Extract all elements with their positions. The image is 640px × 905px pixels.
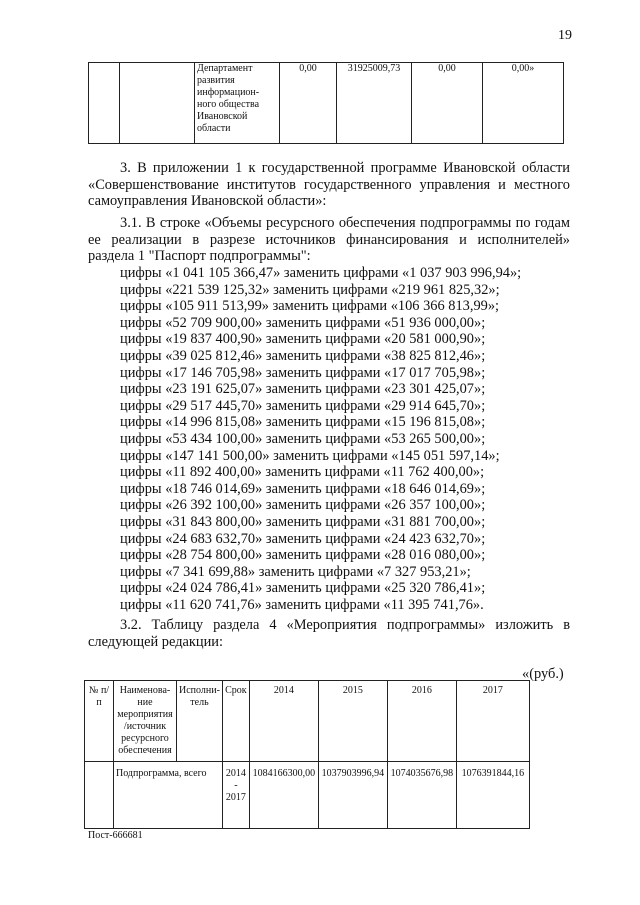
table-row [85,762,530,829]
replacement-line: цифры «28 754 800,00» заменить цифрами «28 016 080,00»; [120,547,486,564]
department-cell: Департамент развития информацион-ного общества Ивановской области [195,63,280,144]
table-cell: 1074035676,98 [387,762,456,829]
paragraph-3-2: 3.2. Таблицу раздела 4 «Мероприятия подпрограммы» изложить в следующей редакции: [88,617,570,650]
replacement-line: цифры «105 911 513,99» заменить цифрами «106 366 813,99»; [120,298,500,315]
replacement-line: цифры «26 392 100,00» заменить цифрами «26 357 100,00»; [120,497,486,514]
replacement-line: цифры «24 683 632,70» заменить цифрами «24 423 632,70»; [120,530,486,547]
col-header: 2015 [318,681,387,762]
table-cell: 2014 - 2017 [222,762,249,829]
table-cell: 31925009,73 [337,63,412,144]
replacement-line: цифры «52 709 900,00» заменить цифрами «51 936 000,00»; [120,314,486,331]
col-header: Срок [222,681,249,762]
replacement-line: цифры «14 996 815,08» заменить цифрами «15 196 815,08»; [120,414,486,431]
replacement-line: цифры «18 746 014,69» заменить цифрами «18 646 014,69»; [120,480,486,497]
replacement-line: цифры «147 141 500,00» заменить цифрами «145 051 597,14»; [120,447,500,464]
col-header: Исполни-тель [177,681,223,762]
replacement-line: цифры «11 620 741,76» заменить цифрами «11 395 741,76». [120,597,484,613]
table-header-row [85,681,530,762]
paragraph-3-1: 3.1. В строке «Объемы ресурсного обеспечения подпрограммы по годам ее реализации в разрезе источников финансирования и исполнителей» раздела 1 "Паспорт подпрограммы": [88,215,570,265]
replacement-line: цифры «7 341 699,88» заменить цифрами «7 327 953,21»; [120,563,471,580]
col-header: 2014 [249,681,318,762]
col-header: Наименова-ние мероприятия /источник ресурсного обеспечения [114,681,177,762]
table-cell: 1084166300,00 [249,762,318,829]
replacement-line: цифры «23 191 625,07» заменить цифрами «23 301 425,07»; [120,381,486,398]
document-code: Пост-666681 [88,830,143,841]
table-cell: 1076391844,16 [456,762,529,829]
col-header: № п/п [85,681,114,762]
unit-label: «(руб.) [522,666,564,682]
replacement-line: цифры «31 843 800,00» заменить цифрами «31 881 700,00»; [120,514,486,530]
table-cell [120,63,195,144]
table-cell: Подпрограмма, всего [114,762,223,829]
replacement-line: цифры «53 434 100,00» заменить цифрами «53 265 500,00»; [120,431,486,447]
measures-table [84,680,530,829]
table-cell [89,63,120,144]
table-cell: 0,00 [412,63,483,144]
replacement-line: цифры «19 837 400,90» заменить цифрами «20 581 000,90»; [120,331,486,348]
col-header: 2016 [387,681,456,762]
replacement-line: цифры «17 146 705,98» заменить цифрами «17 017 705,98»; [120,364,486,381]
replacement-line: цифры «11 892 400,00» заменить цифрами «11 762 400,00»; [120,464,485,481]
paragraph-3: 3. В приложении 1 к государственной программе Ивановской области «Совершенствование институтов государственного управления и местного самоуправления Ивановской области»: [88,160,570,210]
table-cell: 0,00 [280,63,337,144]
replacement-line: цифры «39 025 812,46» заменить цифрами «38 825 812,46»; [120,348,486,364]
table-cell [85,762,114,829]
table-cell: 1037903996,94 [318,762,387,829]
table-row [89,63,564,144]
replacement-line: цифры «24 024 786,41» заменить цифрами «25 320 786,41»; [120,580,486,597]
page-number: 19 [558,28,572,43]
col-header: 2017 [456,681,529,762]
budget-table-continued [88,62,564,144]
replacement-line: цифры «1 041 105 366,47» заменить цифрами «1 037 903 996,94»; [120,265,522,281]
table-cell: 0,00» [483,63,564,144]
replacement-line: цифры «221 539 125,32» заменить цифрами «219 961 825,32»; [120,281,500,298]
replacement-line: цифры «29 517 445,70» заменить цифрами «29 914 645,70»; [120,397,486,414]
